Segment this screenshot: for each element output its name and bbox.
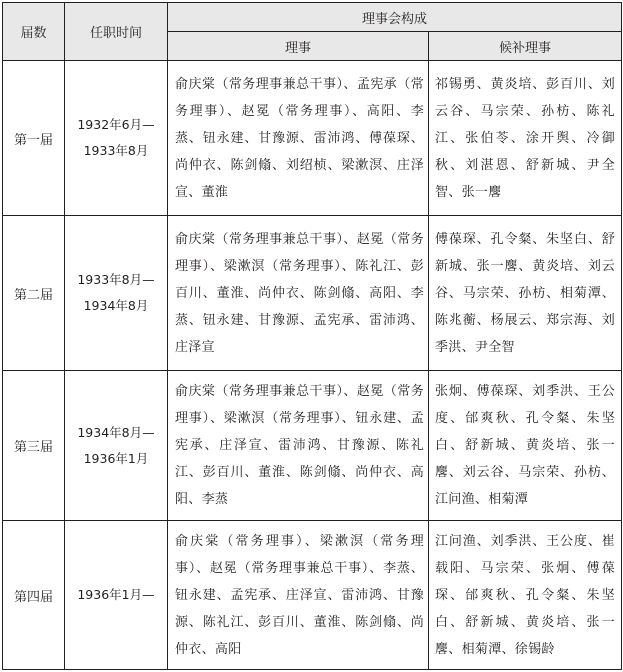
- term-end: 1936年1月: [83, 450, 149, 466]
- alternates-cell: 祁锡勇、黄炎培、彭百川、刘云谷、马宗荣、孙枋、陈礼江、张伯苓、涂开舆、冷御秋、刘湛恩、舒新城、尹全智、张一麐: [429, 61, 622, 216]
- header-board: 理事会构成: [168, 3, 622, 32]
- term-end: 1934年8月: [83, 298, 149, 313]
- table-row: [3, 216, 622, 371]
- term-cell: [65, 61, 168, 216]
- directors-cell: 俞庆棠（常务理事兼总干事）、赵冕（常务理事）、梁漱溟（常务理事）、钮永建、孟宪承、庄泽宣、雷沛鸿、甘豫源、陈礼江、彭百川、董淮、陈剑翛、尚仲衣、高阳、李蒸: [168, 371, 429, 521]
- term-cell: [65, 371, 168, 521]
- directors-cell: 俞庆棠（常务理事）、梁漱溟（常务理事）、赵冕（常务理事兼总干事）、李蒸、钮永建、孟宪承、庄泽宣、雷沛鸿、甘豫源、陈礼江、彭百川、董淮、陈剑翛、尚仲衣、高阳: [168, 521, 429, 670]
- term-start: 1936年1月—: [77, 587, 155, 602]
- session-cell: 第四届: [3, 521, 65, 670]
- table-row: [3, 371, 622, 521]
- alternates-cell: 张炯、傅葆琛、刘季洪、王公度、邰爽秋、孔令粲、朱坚白、舒新城、黄炎培、张一麐、刘云谷、马宗荣、孙枋、江问渔、相菊潭: [429, 371, 622, 521]
- header-term: 任职时间: [65, 3, 168, 61]
- alternates-cell: 傅葆琛、孔令粲、朱坚白、舒新城、张一麐、黄炎培、刘云谷、马宗荣、孙枋、相菊潭、陈兆蘅、杨展云、郑宗海、刘季洪、尹全智: [429, 216, 622, 371]
- directors-cell: 俞庆棠（常务理事兼总干事）、孟宪承（常务理事）、赵冕（常务理事）、高阳、李蒸、钮永建、甘豫源、雷沛鸿、傅葆琛、尚仲衣、陈剑翛、刘绍桢、梁漱溟、庄泽宣、董淮: [168, 61, 429, 216]
- header-directors: 理事: [168, 32, 429, 61]
- term-start: 1932年6月—: [77, 117, 155, 132]
- term-cell: [65, 216, 168, 371]
- table-row: [3, 521, 622, 670]
- alternates-cell: 江问渔、刘季洪、王公度、崔载阳、马宗荣、张炯、傅葆琛、邰爽秋、孔令粲、朱坚白、舒新城、黄炎培、张一麐、相菊潭、徐锡龄: [429, 521, 622, 670]
- session-cell: 第一届: [3, 61, 65, 216]
- directors-cell: 俞庆棠（常务理事兼总干事）、赵冕（常务理事）、梁漱溟（常务理事）、陈礼江、彭百川、董淮、尚仲衣、陈剑翛、高阳、李蒸、钮永建、甘豫源、孟宪承、雷沛鸿、庄泽宣: [168, 216, 429, 371]
- table-row: [3, 61, 622, 216]
- header-alternates: 候补理事: [429, 32, 622, 61]
- term-cell: [65, 521, 168, 670]
- session-cell: 第三届: [3, 371, 65, 521]
- term-start: 1934年8月—: [77, 424, 155, 440]
- header-row-top: [3, 3, 622, 32]
- session-cell: 第二届: [3, 216, 65, 371]
- term-start: 1933年8月—: [77, 272, 155, 287]
- board-composition-table: [2, 2, 622, 670]
- header-session: 届数: [3, 3, 65, 61]
- term-end: 1933年8月: [83, 143, 149, 158]
